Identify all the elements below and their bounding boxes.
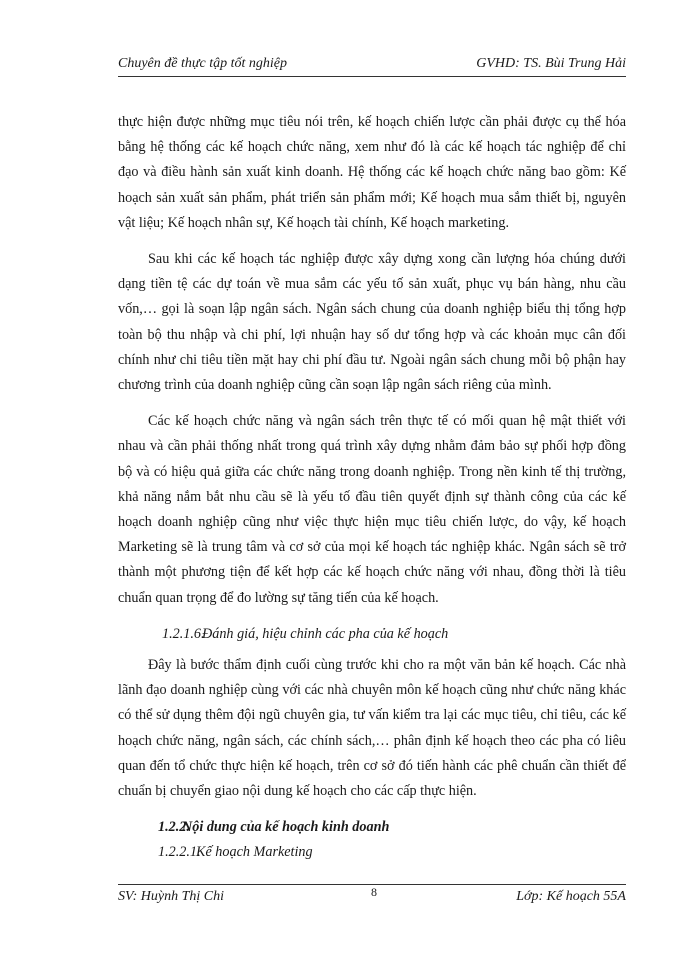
footer-class: Lớp: Kế hoạch 55A (516, 889, 626, 904)
subsection-number: 1.2.1.6. (162, 625, 205, 642)
header-document-title: Chuyên đề thực tập tốt nghiệp (118, 56, 287, 71)
subsection-title: Đánh giá, hiệu chỉnh các pha của kế hoạch (202, 625, 449, 642)
minor-section-title: Kế hoạch Marketing (196, 844, 313, 861)
body-paragraph-3: Các kế hoạch chức năng và ngân sách trên thực tế có mối quan hệ mật thiết với nhau và cần phải thống nhất trong quá trình xây dựng nhằm đảm bảo sự phối hợp đồng bộ và có hiệu quả giữa các chức năng trong doanh nghiệp. Trong nền kinh tế thị trường, khả năng nắm bắt nhu cầu sẽ là yếu tố đầu tiên quyết định sự thành công của các kế hoạch doanh nghiệp cũng như việc thực hiện mục tiêu chiến lược, do vậy, kế hoạch Marketing sẽ là trung tâm và cơ sở của mọi kế hoạch tác nghiệp khác. Ngân sách sẽ trở thành một phương tiện để kết hợp các kế hoạch chức năng với nhau, đồng thời là tiêu chuẩn quan trọng để đo lường sự tăng tiến của kế hoạch. (118, 413, 626, 606)
minor-section-number: 1.2.2.1. (158, 844, 201, 861)
footer-page-number: 8 (371, 885, 377, 899)
page-body (118, 110, 626, 866)
section-title: Nội dung của kế hoạch kinh doanh (182, 819, 390, 836)
header-supervisor: GVHD: TS. Bùi Trung Hải (476, 56, 626, 71)
section-heading (118, 815, 626, 840)
footer-student: SV: Huỳnh Thị Chi (118, 889, 225, 904)
subsection-heading (118, 622, 626, 647)
subsection-paragraph: Đây là bước thẩm định cuối cùng trước khi cho ra một văn bản kế hoạch. Các nhà lãnh đạo doanh nghiệp cùng với các nhà chuyên môn kế hoạch cũng như chức năng khác có thể sử dụng thêm đội ngũ chuyên gia, tư vấn kiểm tra lại các mục tiêu, chỉ tiêu, các kế hoạch chức năng, ngân sách, các chính sách,… phân định kế hoạch theo các pha có liêu quan đến tổ chức thực hiện kế hoạch, trên cơ sở đó tiến hành các phê chuẩn cần thiết để chuẩn bị chuyển giao nội dung kế hoạch cho các cấp thực hiện. (118, 657, 626, 800)
section-number: 1.2.2. (158, 819, 190, 836)
body-paragraph-2: Sau khi các kế hoạch tác nghiệp được xây dựng xong cần lượng hóa chúng dưới dạng tiền tệ các dự toán về mua sắm các yếu tố sản xuất, phục vụ bán hàng, nhu cầu vốn,… gọi là soạn lập ngân sách. Ngân sách chung của doanh nghiệp biểu thị tổng hợp toàn bộ thu nhập và chi phí, lợi nhuận hay số dư tổng hợp và các khoản mục cân đối chính như chi tiêu tiền mặt hay chi phí đầu tư. Ngoài ngân sách chung mỗi bộ phận hay chương trình của doanh nghiệp cũng cần soạn lập ngân sách riêng của mình. (118, 251, 626, 394)
minor-section-heading (118, 840, 626, 865)
page-footer (118, 884, 626, 909)
page-header (118, 54, 626, 77)
body-paragraph-1: thực hiện được những mục tiêu nói trên, kế hoạch chiến lược cần phải được cụ thể hóa bằng hệ thống các kế hoạch chức năng, xem như đó là các kế hoạch tác nghiệp để chỉ đạo và điều hành sản xuất kinh doanh. Hệ thống các kế hoạch chức năng bao gồm: Kế hoạch sản xuất sản phẩm, phát triển sản phẩm mới; Kế hoạch mua sắm thiết bị, nguyên vật liệu; Kế hoạch nhân sự, Kế hoạch tài chính, Kế hoạch marketing. (118, 114, 626, 231)
